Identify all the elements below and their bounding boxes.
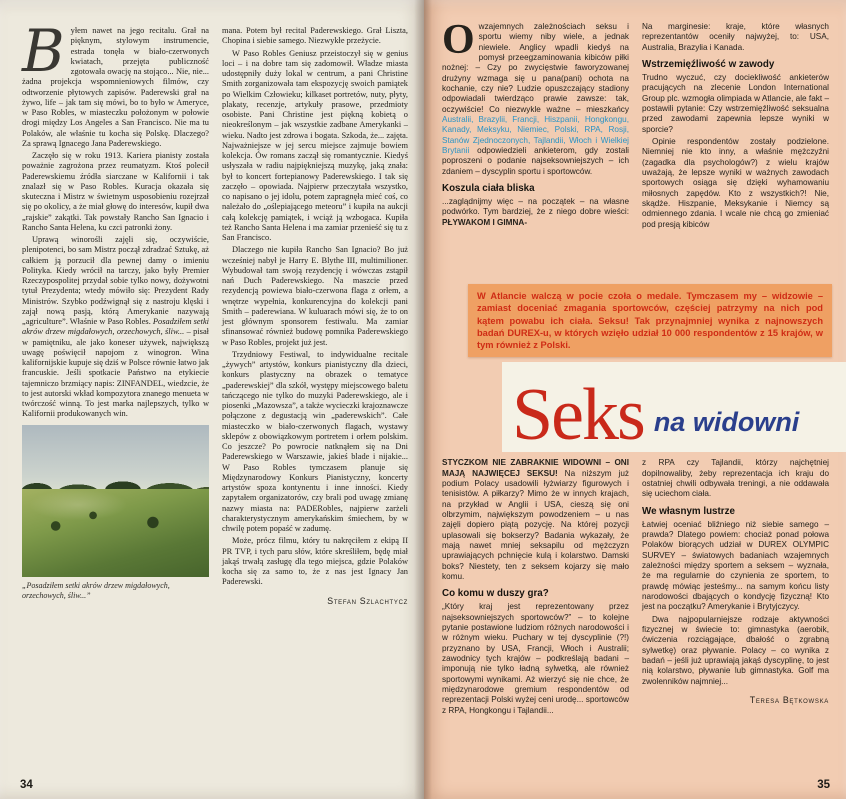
right-bottom-columns xyxy=(442,458,832,794)
drop-cap-b: B xyxy=(22,17,65,85)
orchard-photo xyxy=(22,425,209,577)
page-number-left: 34 xyxy=(20,779,33,791)
country-list: Australii, Brazylii, Francji, Hiszpanii, Hongkongu, Kanady, Meksyku, Niemiec, Polski, RPA, Rosji, Stanów Zjednoczonych, Tajlandii, Włoch i Wielkiej Brytanii xyxy=(442,114,629,155)
right-top-column-2 xyxy=(642,22,829,280)
continued-paragraph xyxy=(442,458,629,582)
highlight-text: W Atlancie walczą w pocie czoła o medale. Tymczasem my – widzowie – zamiast doceniać zmagania sportowców, częściej patrzymy na nich pod kątem powabu ich ciała. Seksu! Tak przynajmniej wynika z najnowszych badań DUREX-u, w których wzięło udział 10 000 respondentów z 15 krajów, w tym również z Polski. xyxy=(477,291,823,351)
author-signature-left: Stefan Szlachtycz xyxy=(327,595,408,606)
article-title: Seks xyxy=(512,373,644,456)
intro-paragraph xyxy=(442,22,629,177)
article-title-block xyxy=(502,362,846,456)
section-heading-co-komu: Co komu w duszy gra? xyxy=(442,588,549,600)
paragraph: mana. Potem był recital Paderewskiego. Grał Liszta, Chopina i siebie samego. Niezwykłe przeżycie. xyxy=(222,26,408,46)
right-top-column-1 xyxy=(442,22,629,280)
paragraph: Może, prócz filmu, który tu nakręciłem z ekipą II PR TVP, i tych paru słów, które skreśliłem, będę miał jakąś trwałą zasługę dla tego miejsca, gdzie Polaków kocha się za samo to, że z nas jest Ignacy Jan Paderewski. xyxy=(222,536,408,587)
section-heading-wstrzemiezliwosc: Wstrzemięźliwość w zawody xyxy=(642,58,775,70)
intro-text: odpowiedzieli ankieterom, gdy zostali poproszeni o podanie najseksowniejszych – ich zdaniem – dyscyplin sportu i sportowców. xyxy=(442,145,629,176)
photo-field xyxy=(22,489,209,577)
continued-text: Na niższym już podium Polacy usadowili łyżwiarzy figurowych i tenisistów. A piłkarzy? Mimo że w innych krajach, na przykład w Anglii i USA, cieszą się oni olbrzymim, największym powodzeniem – u nas zajęli dopiero piątą pozycję. Na której pozycji uplasowali się bokserzy? Badania wykazały, że mają nawet mniej seksapilu od mężczyzn uprawiających pchnięcie kulą i kolarstwo. Damski boks? Niestety, ten z seksem kojarzy się mało komu. xyxy=(442,468,629,581)
right-bottom-column-2 xyxy=(642,458,829,794)
page-number-right: 35 xyxy=(817,779,830,791)
bold-caps-lead: PŁYWAKOM I GIMNA- xyxy=(442,217,528,227)
right-page-content xyxy=(424,0,846,794)
right-bottom-column-1 xyxy=(442,458,629,794)
paragraph: W Paso Robles Geniusz przeistoczył się w genius loci – i na dobre tam się zadomowił. Władze miasta udostępniły duży lokal w centrum, a pani Christine Smith zorganizowała tam ekspozycję swoich pamiątek po Wielkim Człowieku; kilkaset portretów, nuty, płyty, plakaty, recenzje, artykuły prasowe, przedmioty osobiste. Pani Christine jest piękną kobietą o nieokreślonym – jak wszystkie zadbane Amerykanki – wieku. Nadto jest zdrowa i bogata. Szkoda, że... zajęta. Najważniejsze w jej sercu miejsce zajmuje bowiem kolekcja. Ów romans zaczął się romantycznie. Kiedyś usłyszała w radiu najpiękniejszą muzykę, jaką znała: był to koncert fortepianowy Paderewskiego. I tak się zaczęło – opowiada. Najpierw przeczytała wszystko, co napisano o jej idolu, potem zapragnęła mieć coś, co należało do „oślepiającego meteoru” i kupiła na aukcji całą kolekcję pamiątek, i wciąż ją wzbogaca. Kupiła też Rancho Santa Helena i ma zamiar przenieść się tu z San Francisco. xyxy=(222,48,408,242)
continued-paragraph: z RPA czy Tajlandii, którzy najchętniej dopilnowaliby, żeby reprezentacja ich kraju do ostatniej chwili odbywała treningi, a nie oddawała się uciechom ciała. xyxy=(642,458,829,499)
bold-caps-lead: STYCZKOM NIE ZABRAKNIE WIDOWNI – ONI MAJĄ NAJWIĘCEJ SEKSU! xyxy=(442,458,629,478)
section-heading-lustro: We własnym lustrze xyxy=(642,505,735,517)
section-paragraph xyxy=(442,197,629,228)
paragraph-with-dropcap xyxy=(22,17,209,149)
right-top-columns xyxy=(442,22,832,280)
section-paragraph: „Który kraj jest reprezentowany przez najseksowniejszych sportowców?” – to kolejne pytanie postawione ludziom różnych narodowości i w różnym wieku. Puchary w tej dyscyplinie (?!) przyznano by USA, Francji, Włoch i Australii; zawodnicy tych krajów – podkreślają badani – imponują nie tylko ładną sylwetką, ale również sportowymi wynikami. Aż wierzyć się nie chce, że międzynarodowe gremium respondentów od reprezentacji Polski wyżej ceni urodę... sportowców z RPA, Hongkongu i Tajlandii... xyxy=(442,602,629,715)
paragraph: Trzydniowy Festiwal, to indywidualne recitale „żywych” artystów, konkurs pianistyczny dla dzieci, konkurs plastyczny na obrazek o tematyce „paderewskiej” dla szkół, występy miejscowego baletu tańczącego nie tylko do muzyki Paderewskiego, ale i piosenki „Mazowsza”, a także wycieczki krajoznawcze połączone z degustacją win „paderewskich”. Całe miasteczko w biało-czerwonych flagach, wystawy sklepów z obowiązkowym portretem i orłem polskim. Co jeszcze? Po powrocie natknąłem się na Dni Paderewskiego w Warszawie, jakieś blade i nijakie... W Paso Robles tymczasem planuje się Międzynarodowy Konkurs Pianistyczny, koncerty artystów spoza kontynentu i inne inności. Kiedy zapytałem organizatorów, czy brali pod uwagę zmianę nazwy miasta na: PADERobles, najpierw zarżeli charakterystycznym amerykańskim śmiechem, by w chwilę potem popaść w zadumę. xyxy=(222,349,408,533)
paragraph xyxy=(22,235,209,420)
section-paragraph: Łatwiej oceniać bliźniego niż siebie samego – prawda? Dlatego powiem: chociaż ponad połowa Polaków biorących udział w DUREX OLYMPIC SURVEY – światowych badaniach wzajemnych zależności między sportem a seksem – wyznała, że ma regularnie do czynienia ze sportem, to prawdę mówiąc jesteśmy... na samym końcu listy narodowości dbających o kondycję fizyczną! Kto jest na początku? Amerykanie i Brytyjczycy. xyxy=(642,519,829,612)
paragraph-text: – pisał w pamiętniku, ale jako koneser używek, największą uwagę poświęcił napojom z winogron. Wina kalifornijskie kupuje się dziś w Polsce równie łatwo jak francuskie. Jeśli spotkacie Państwo na etykiecie tajemniczo brzmiący napis: ZINFANDEL, wiedzcie, że to jest autorski wkład kompozytora znanego menueta w twórczość winną. To jest marka najlepszych, tylko w Kalifornii produkowanych win. xyxy=(22,327,210,419)
section-heading-koszula: Koszula ciała bliska xyxy=(442,182,535,194)
left-page-content xyxy=(0,0,424,606)
section-paragraph: Opinie respondentów zostały podzielone. Niemniej nie kto inny, a właśnie mężczyźni (zagadka dla psychologów?) z wielu krajów uważają, że lepsze wyniki w ważnych zawodach sportowych osiąga się dzięki wyhamowaniu miłosnych zapędów. Kto z wszystkich?! Nie, skądże. Hiszpanie, Meksykanie i Niemcy są odmiennego zdania. I wcale nie chcą go zmieniać pod presją kibiców xyxy=(642,136,829,229)
paragraph-text: yłem nawet na jego recitalu. Grał na pięknym, stylowym instrumencie, estrada tonęła w biało-czerwonych kwiatach, przejęta publiczność zgotowała owację na stojąco... Nie, nie... żadna projekcja wspomnieniowych filmów, czy odtworzenie płytowych zapisów. Paderewski grał na żywo, life – jak tam się mówi, bo to było w Ameryce, w Paso Robles, w miasteczku położonym w połowie drogi między Los Angeles a San Francisco. Nie ma tu Polaków, ale właśnie tu kocha się Polskę. Dlaczego? Za sprawą Ignacego Jana Paderewskiego. xyxy=(22,26,209,148)
highlight-box xyxy=(468,284,832,357)
paragraph: Zaczęło się w roku 1913. Kariera pianisty została poważnie zagrożona przez reumatyzm. Ktoś polecił Paderewskiemu źródła siarczane w Kalifornii i tak znalazł się w Paso Robles. Kuracja okazała się skuteczna i Mistrz w świetnym usposobieniu rozejrzał się po okolicy, a że miał głowę do interesów, kupił dwa „rajskie” zakątki. Tak powstały Rancho San Ignacio i Rancho Santa Helena, ku czci patronki żony. xyxy=(22,151,209,232)
page-right xyxy=(424,0,846,799)
drop-cap-o: O xyxy=(442,22,475,63)
section-text: ...zaglądnijmy więc – na początek – na własne podwórko. Tym bardziej, że z niego dobre wieści: xyxy=(442,196,629,217)
author-signature-right: Teresa Bętkowska xyxy=(749,694,829,705)
left-column-1 xyxy=(22,17,210,606)
section-paragraph: Dwa najpopularniejsze rodzaje aktywności fizycznej w świecie to: gimnastyka (aerobik, ćwiczenia rozciągające, dbałość o zgrabną sylwetkę) oraz pływanie. Polacy – co wynika z badań – jeśli już uprawiają jakąś dyscyplinę, to jest nią kolarstwo, pływanie lub gimnastyka. Golf ma zwolenników najmniej... xyxy=(642,614,829,686)
paragraph: Dlaczego nie kupiła Rancho San Ignacio? Bo już wcześniej nabył je Harry E. Blythe III, multimilioner. Wybudował tam swoją rezydencję i wówczas zstąpił nań Duch Paderewskiego. Na maszcie przed rezydencją powiewa biało-czerwona flaga z orłem, a wnętrze wypełnia, konkurencyjna do kolekcji pani Smith – paderewiana. W kuluarach mówi się, że to on jest głównym sponsorem festiwalu. Ma zamiar sfinansować również budowę pomnika Paderewskiego w Paso Robles, projekt już jest. xyxy=(222,245,408,347)
margin-note: Na marginesie: kraje, które własnych reprezentantów oceniły najwyżej, to: USA, Australia, Brazylia i Kanada. xyxy=(642,22,829,52)
left-column-2 xyxy=(222,26,408,606)
paragraph-text: Uprawą winorośli zajęli się, oczywiście, plenipotenci, bo sam Mistrz począł zdradzać Sztukę, aż całkiem ją porzucił dla pewnej damy o imieniu Polityka. Kiedy wrócił na tarczy, jako były Premier Rzeczypospolitej przydał sobie tylko nowy, dożywotni tytuł Prezydenta; wtedy mówiło się: Prezydent Rady Ministrów. Szybko podźwignął się z nastroju klęski i zajął nową pasją, którą Amerykanie nazywają „agriculture”. Właśnie w Paso Robles. xyxy=(22,235,209,326)
intro-text: wzajemnych zależnościach seksu i sportu wiemy niby wiele, a jednak niewiele. Anglicy wpadli kiedyś na pomysł przeegzaminowania kibiców piłki nożnej: – Czy po zwycięstwie faworyzowanej drużyny wzmaga się u pana(pani) ochota na kochanie, czy nie? Ludzie opuszczający stadiony odpowiadali twierdząco prawie zawsze: tak, oczywiście! Co niezwykle ważne – mieszkańcy xyxy=(442,22,629,114)
section-paragraph: Trudno wyczuć, czy dociekliwość ankieterów pracujących na zlecenie London International Group plc. wzmogła olimpiada w Atlancie, ale fakt – postawili pytanie: Czy wstrzemięźliwość seksualna przed zawodami zapewnia lepsze wyniki w sporcie? xyxy=(642,72,829,134)
memoir-quote: Posadziłem setki akrów drzew migdałowych, orzechowych, śliw... xyxy=(22,317,209,337)
article-subtitle: na widowni xyxy=(653,407,800,438)
photo-caption: „Posadziłem setki akrów drzew migdałowych, orzechowych, śliw...” xyxy=(22,580,170,600)
